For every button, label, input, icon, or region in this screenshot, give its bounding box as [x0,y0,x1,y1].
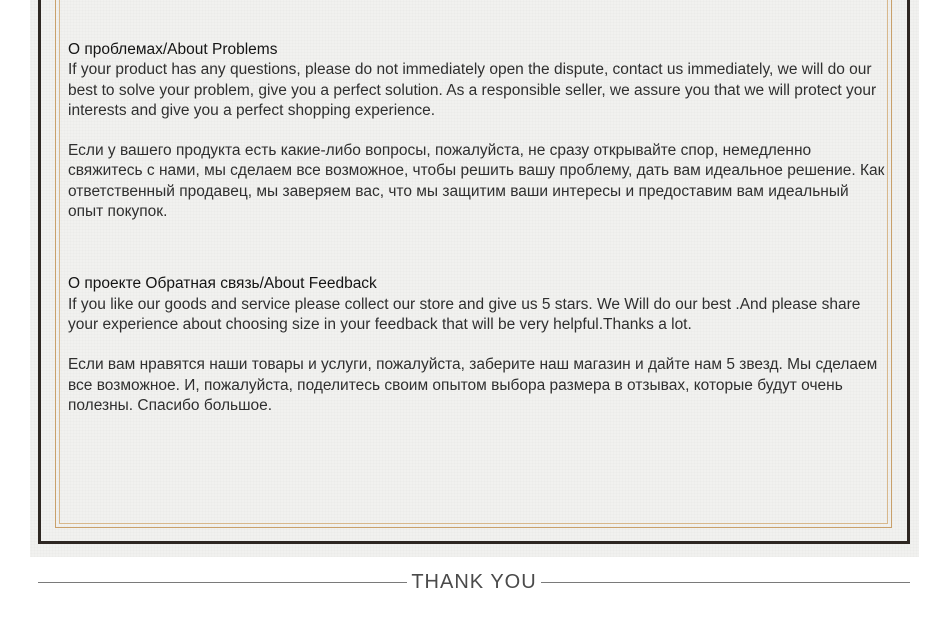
problems-text-en: If your product has any questions, please do not immediately open the dispute, contact us immediately, we will do our best to solve your problem, give you a perfect solution. As a responsible seller, we assure you that we will protect your interests and give you a perfect shopping experience. [68,61,877,119]
problems-title: О проблемах/About Problems [68,41,278,58]
feedback-text-ru: Если вам нравятся наши товары и услуги, пожалуйста, заберите наш магазин и дайте нам 5 звезд. Мы сделаем все возможное. И, пожалуйста, поделитесь своим опытом выбора размера в отзывах, которые будут очень полезны. Спасибо большое. [68,356,878,414]
thank-you-divider [38,570,910,594]
feedback-section [68,274,888,416]
thank-you-text: THANK YOU [411,570,537,593]
divider-line-left [38,582,407,583]
feedback-text-en: If you like our goods and service please collect our store and give us 5 stars. We Will do our best .And please share your experience about choosing size in your feedback that will be very helpful.Thanks a lot. [68,295,861,333]
divider-line-right [541,582,910,583]
feedback-title: О проекте Обратная связь/About Feedback [68,275,377,293]
notice-content [68,40,888,416]
problems-section [68,40,888,222]
problems-text-ru: Если у вашего продукта есть какие-либо вопросы, пожалуйста, не сразу открывайте спор, немедленно свяжитесь с нами, мы сделаем все возможное, чтобы решить вашу проблему, дать вам идеальное решение. Как ответственный продавец, мы заверяем вас, что мы защитим ваши интересы и предоставим вам идеальный опыт покупок. [68,142,885,221]
